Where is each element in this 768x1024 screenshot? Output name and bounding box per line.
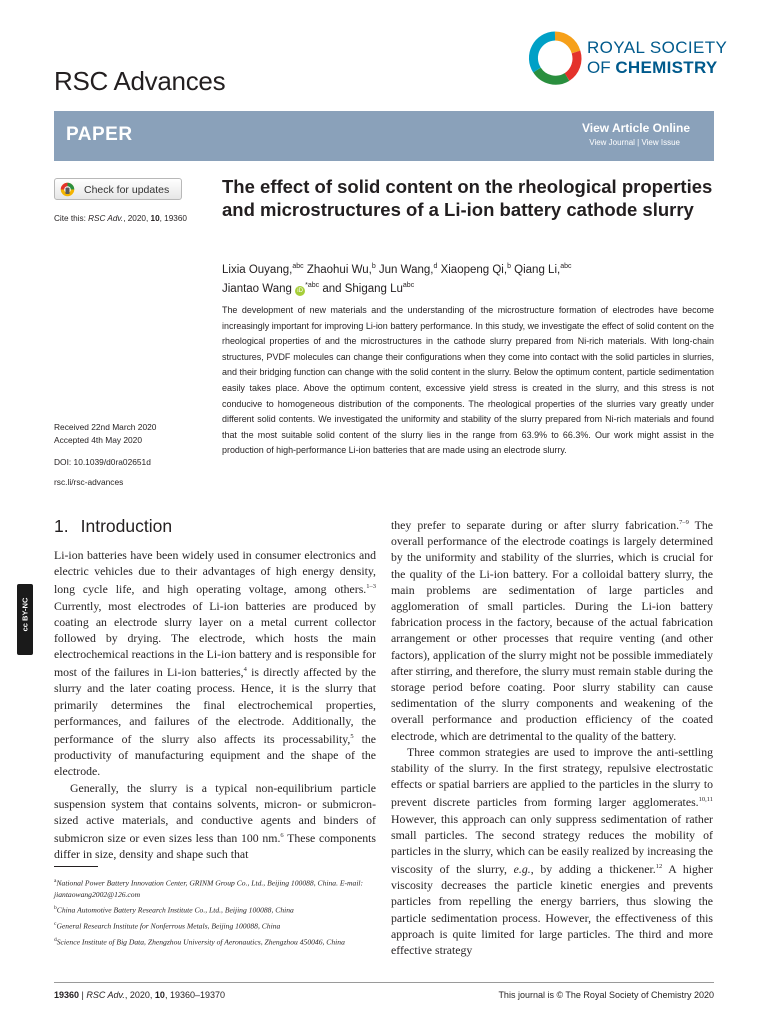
author[interactable]: and Shigang Lu bbox=[319, 283, 403, 296]
journal-link[interactable]: rsc.li/rsc-advances bbox=[54, 477, 124, 487]
reference-marker[interactable]: 1–3 bbox=[366, 583, 376, 591]
page-footer-citation: 19360 | RSC Adv., 2020, 10, 19360–19370 bbox=[54, 990, 225, 1000]
check-updates-icon bbox=[60, 182, 75, 197]
paragraph: Three common strategies are used to improve the anti-settling stability of the slurry. In the first strategy, repulsive electrostatic effects or spatial barriers are applied to the particles in the slurry to prevent discrete particles from forming larger agglomerates.$^{10,11}$ However, this approach can only suppress sedimentation of rather small particles. The second strategy reduces the mobility of particles in the slurry, which can be easily realized by increasing the viscosity of the slurry, e.g., by adding a thickener.$^{12}$ A higher viscosity decreases the particle kinetic energies and prevents particles from repelling the energy barriers, thus slowing the particle sedimentation process. However, the effectiveness of this approach is quite limited for large particles. The third and more effective strategy bbox=[391, 744, 713, 958]
reference-marker[interactable]: 12 bbox=[655, 863, 663, 871]
view-journal-link[interactable]: View Journal bbox=[589, 138, 635, 147]
doi[interactable]: DOI: 10.1039/d0ra02651d bbox=[54, 457, 151, 467]
journal-title: RSC Advances bbox=[54, 66, 226, 96]
reference-marker[interactable]: 7–9 bbox=[679, 519, 689, 526]
orcid-icon[interactable]: iD bbox=[295, 286, 305, 296]
cc-license-label: cc BY-NC bbox=[20, 597, 30, 632]
author[interactable]: Jiantao Wang bbox=[222, 283, 292, 296]
accepted-date: Accepted 4th May 2020 bbox=[54, 435, 142, 445]
publisher-name-line2: OF CHEMISTRY bbox=[587, 58, 718, 77]
publisher-logo bbox=[527, 30, 728, 86]
check-updates-label: Check for updates bbox=[84, 184, 170, 196]
article-title: The effect of solid content on the rheological properties and microstructures of a Li-ion battery cathode slurry bbox=[222, 176, 713, 220]
body-column-right bbox=[391, 515, 713, 958]
page-footer-copyright: This journal is © The Royal Society of Chemistry 2020 bbox=[498, 990, 714, 1000]
section-heading: 1. Introduction bbox=[54, 516, 173, 536]
footnote: $^a$National Power Battery Innovation Center, GRINM Group Co., Ltd., Beijing 100088, China. E-mail: jiantaowang2002@126.com bbox=[54, 878, 364, 899]
citation: Cite this: RSC Adv., 2020, 10, 19360 bbox=[54, 214, 187, 223]
author[interactable]: Qiang Li, bbox=[510, 263, 561, 276]
footnote: $^d$Science Institute of Big Data, Zhengzhou University of Aeronautics, Zhengzhou 450046, China bbox=[54, 937, 345, 947]
received-date: Received 22nd March 2020 bbox=[54, 422, 157, 432]
cc-license-badge[interactable] bbox=[17, 584, 33, 655]
paragraph: they prefer to separate during or after slurry fabrication.$^{7-9}$ The overall performance of the electrode coatings is largely determined by the uniformity and stability of the slurries, which is crucial for the quality of the Li-ion battery. For a colloidal battery slurry, the main problems are sedimentation of large particles and agglomeration of small particles. During the Li-ion battery fabrication process in the factory, because of the actual fabrication arrangement or other processes that require venting (and other factors), application of the slurry might not be possible immediately after stirring, and therefore, the slurry must remain stable during the storage period before coating. Poor slurry stability can cause sedimentation of the slurry components and weakening of the overall performance and production efficiency of the coated electrode, which are detrimental to the quality of the battery. bbox=[391, 517, 713, 743]
reference-marker[interactable]: 6 bbox=[280, 832, 284, 840]
affiliation-footnotes bbox=[54, 876, 376, 951]
author[interactable]: Jun Wang, bbox=[375, 263, 434, 276]
abstract: The development of new materials and the understanding of the microstructure formation of electrodes have become increasingly important for improving Li-ion battery performance. In this study, we investigate the effect of solid content on the rheological properties of and the microstructures in the cathode slurry prepared from Ni-rich materials. With long-chain structures, PVDF molecules can change their configurations when they come into contact with the solid particles in slurries, and their bridging function can change with the solid content in the slurry. Below the optimum content, particle sedimentation easily takes place. Above the optimum content, excessive yield stress is created in the slurry, and this stress is not conducive to homogeneous distribution of the components. The rheological properties of the slurries vary greatly under different solid contents. We investigated the uniformity and stability of the slurry prepared from Ni-rich materials and found that the most suitable solid content of the slurry lies in the range from 63.9% to 66.3%. Our work might assist in the production of high-performance Li-ion batteries that are made using an electrode slurry. bbox=[222, 305, 714, 456]
view-article-online-link[interactable]: View Article Online bbox=[581, 121, 690, 135]
footer-divider bbox=[54, 982, 714, 983]
view-issue-link[interactable]: View Issue bbox=[641, 138, 680, 147]
reference-marker[interactable]: 4 bbox=[243, 666, 247, 674]
author-list: Lixia Ouyang,$^{abc}$ Zhaohui Wu,$^b$ Jun Wang,$^d$ Xiaopeng Qi,$^b$ Qiang Li,$^{abc}$ Jiantao Wang $iD^{*abc}$ and Shigang $Lu^{abc}$ bbox=[222, 263, 572, 296]
author[interactable]: Zhaohui Wu, bbox=[303, 263, 372, 276]
paragraph: Li-ion batteries have been widely used in consumer electronics and electric vehicles due to their advantages of high energy density, long cycle life, and high operating voltage, among others.$^{1-3}$ Currently, most electrodes of Li-ion batteries are produced by coating an electrode slurry layer on a metal current collector followed by drying. The electrode, which hosts the main electrochemical reactions in the Li-ion battery and is responsible for most of the failures in Li-ion batteries,$^4$ is directly affected by the slurry and the later coating process. Hence, it is the slurry that primarily determines the final electrochemical properties, performances, and failures of the electrode. Additionally, the performance of the slurry also affects its processability,$^5$ the productivity of manufacturing equipment and the shape of the electrode. bbox=[54, 548, 377, 779]
article-type-label: PAPER bbox=[66, 124, 133, 145]
body-column-left bbox=[54, 547, 376, 863]
journal-issue-links: View Journal | View Issue bbox=[589, 138, 680, 147]
paragraph: Generally, the slurry is a typical non-equilibrium particle suspension system that contains solvents, micron- or submicron-sized active materials, and conductive agents and binders of submicron size or even sizes less than 100 nm.$^6$ These components differ in size, density and shape such that bbox=[54, 780, 376, 862]
publisher-name-line1: ROYAL SOCIETY bbox=[587, 38, 728, 57]
article-type-banner bbox=[54, 111, 714, 161]
footnote: $^b$China Automotive Battery Research Institute Co., Ltd., Beijing 100088, China bbox=[54, 905, 294, 915]
author[interactable]: Xiaopeng Qi, bbox=[437, 263, 508, 276]
author[interactable]: Lixia Ouyang, bbox=[222, 263, 293, 276]
footnote: $^c$General Research Institute for Nonferrous Metals, Beijing 100088, China bbox=[54, 921, 281, 931]
footnote-divider bbox=[54, 866, 98, 867]
rsc-ring-icon bbox=[527, 30, 583, 86]
reference-marker[interactable]: 10,11 bbox=[698, 796, 713, 804]
reference-marker[interactable]: 5 bbox=[350, 733, 354, 741]
check-for-updates-button[interactable] bbox=[54, 178, 182, 200]
